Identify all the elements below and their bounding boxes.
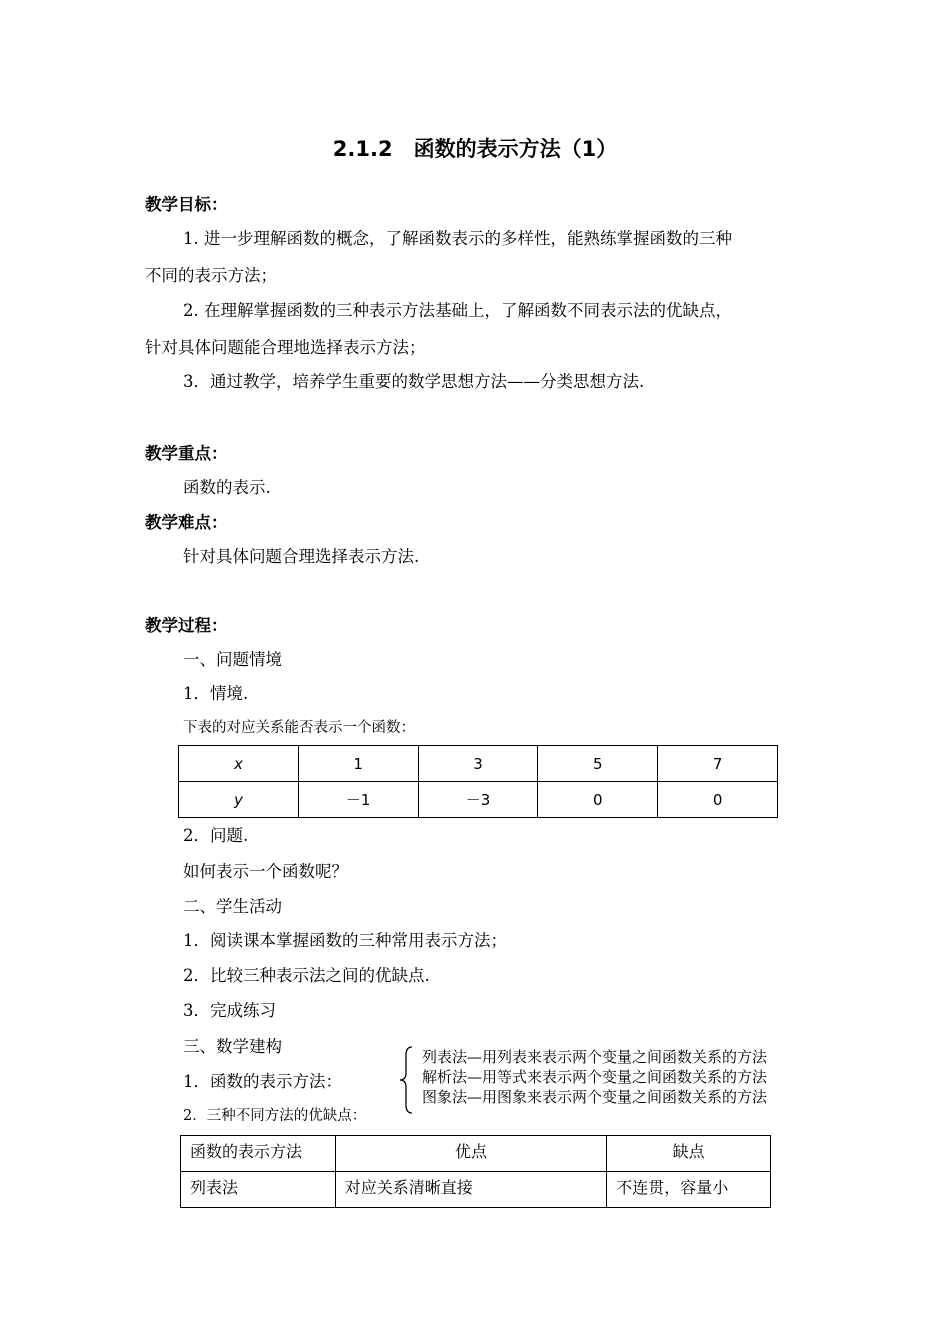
key-point-heading: 教学重点： bbox=[145, 444, 228, 463]
table-row bbox=[181, 1172, 771, 1208]
table-row bbox=[179, 746, 778, 782]
header-pros: 优点 bbox=[335, 1136, 606, 1172]
y-value: －3 bbox=[418, 782, 538, 818]
y-value: 0 bbox=[658, 782, 778, 818]
section-2-title: 二、学生活动 bbox=[183, 897, 282, 916]
objective-1-line2: 不同的表示方法； bbox=[145, 266, 277, 285]
x-value: 5 bbox=[538, 746, 658, 782]
header-method: 函数的表示方法 bbox=[181, 1136, 336, 1172]
x-value: 3 bbox=[418, 746, 538, 782]
section-2-item-3: 3．完成练习 bbox=[183, 1001, 276, 1020]
comparison-table bbox=[180, 1135, 771, 1208]
y-value: 0 bbox=[538, 782, 658, 818]
objective-3: 3．通过教学，培养学生重要的数学思想方法——分类思想方法. bbox=[183, 372, 645, 391]
method-list: 列表法—用列表来表示两个变量之间函数关系的方法 bbox=[422, 1048, 768, 1066]
method-graph: 图象法—用图象来表示两个变量之间函数关系的方法 bbox=[422, 1088, 768, 1106]
method-analytic: 解析法—用等式来表示两个变量之间函数关系的方法 bbox=[422, 1068, 768, 1086]
section-3-item-1: 1．函数的表示方法： bbox=[183, 1072, 342, 1091]
x-value: 7 bbox=[658, 746, 778, 782]
section-2-item-1: 1．阅读课本掌握函数的三种常用表示方法； bbox=[183, 931, 507, 950]
xy-table bbox=[178, 745, 778, 818]
y-value: －1 bbox=[298, 782, 418, 818]
cell-pros: 对应关系清晰直接 bbox=[335, 1172, 606, 1208]
difficulty-text: 针对具体问题合理选择表示方法. bbox=[183, 547, 420, 566]
table-row bbox=[181, 1136, 771, 1172]
section-1-item-2: 2．问题. bbox=[183, 826, 249, 845]
section-1-title: 一、问题情境 bbox=[183, 650, 282, 669]
table-caption: 下表的对应关系能否表示一个函数： bbox=[183, 720, 415, 736]
difficulty-heading: 教学难点： bbox=[145, 513, 228, 532]
process-heading: 教学过程： bbox=[145, 616, 228, 635]
table-row bbox=[179, 782, 778, 818]
question-text: 如何表示一个函数呢？ bbox=[183, 862, 348, 881]
section-2-item-2: 2．比较三种表示法之间的优缺点. bbox=[183, 966, 430, 985]
cell-cons: 不连贯，容量小 bbox=[607, 1172, 771, 1208]
objective-2-line2: 针对具体问题能合理地选择表示方法； bbox=[145, 338, 426, 357]
y-label: y bbox=[179, 782, 299, 818]
curly-brace-icon bbox=[398, 1045, 414, 1115]
x-label: x bbox=[179, 746, 299, 782]
header-cons: 缺点 bbox=[607, 1136, 771, 1172]
objective-1-line1: 1. 进一步理解函数的概念，了解函数表示的多样性，能熟练掌握函数的三种 bbox=[183, 229, 732, 248]
key-point-text: 函数的表示. bbox=[183, 478, 271, 497]
section-1-item-1: 1．情境. bbox=[183, 684, 249, 703]
section-3-item-2: 2．三种不同方法的优缺点： bbox=[183, 1108, 367, 1124]
objectives-heading: 教学目标： bbox=[145, 195, 228, 214]
objective-2-line1: 2. 在理解掌握函数的三种表示方法基础上，了解函数不同表示法的优缺点， bbox=[183, 301, 732, 320]
section-3-title: 三、数学建构 bbox=[183, 1037, 282, 1056]
cell-method: 列表法 bbox=[181, 1172, 336, 1208]
page-title: 2.1.2 函数的表示方法（1） bbox=[332, 137, 618, 161]
x-value: 1 bbox=[298, 746, 418, 782]
